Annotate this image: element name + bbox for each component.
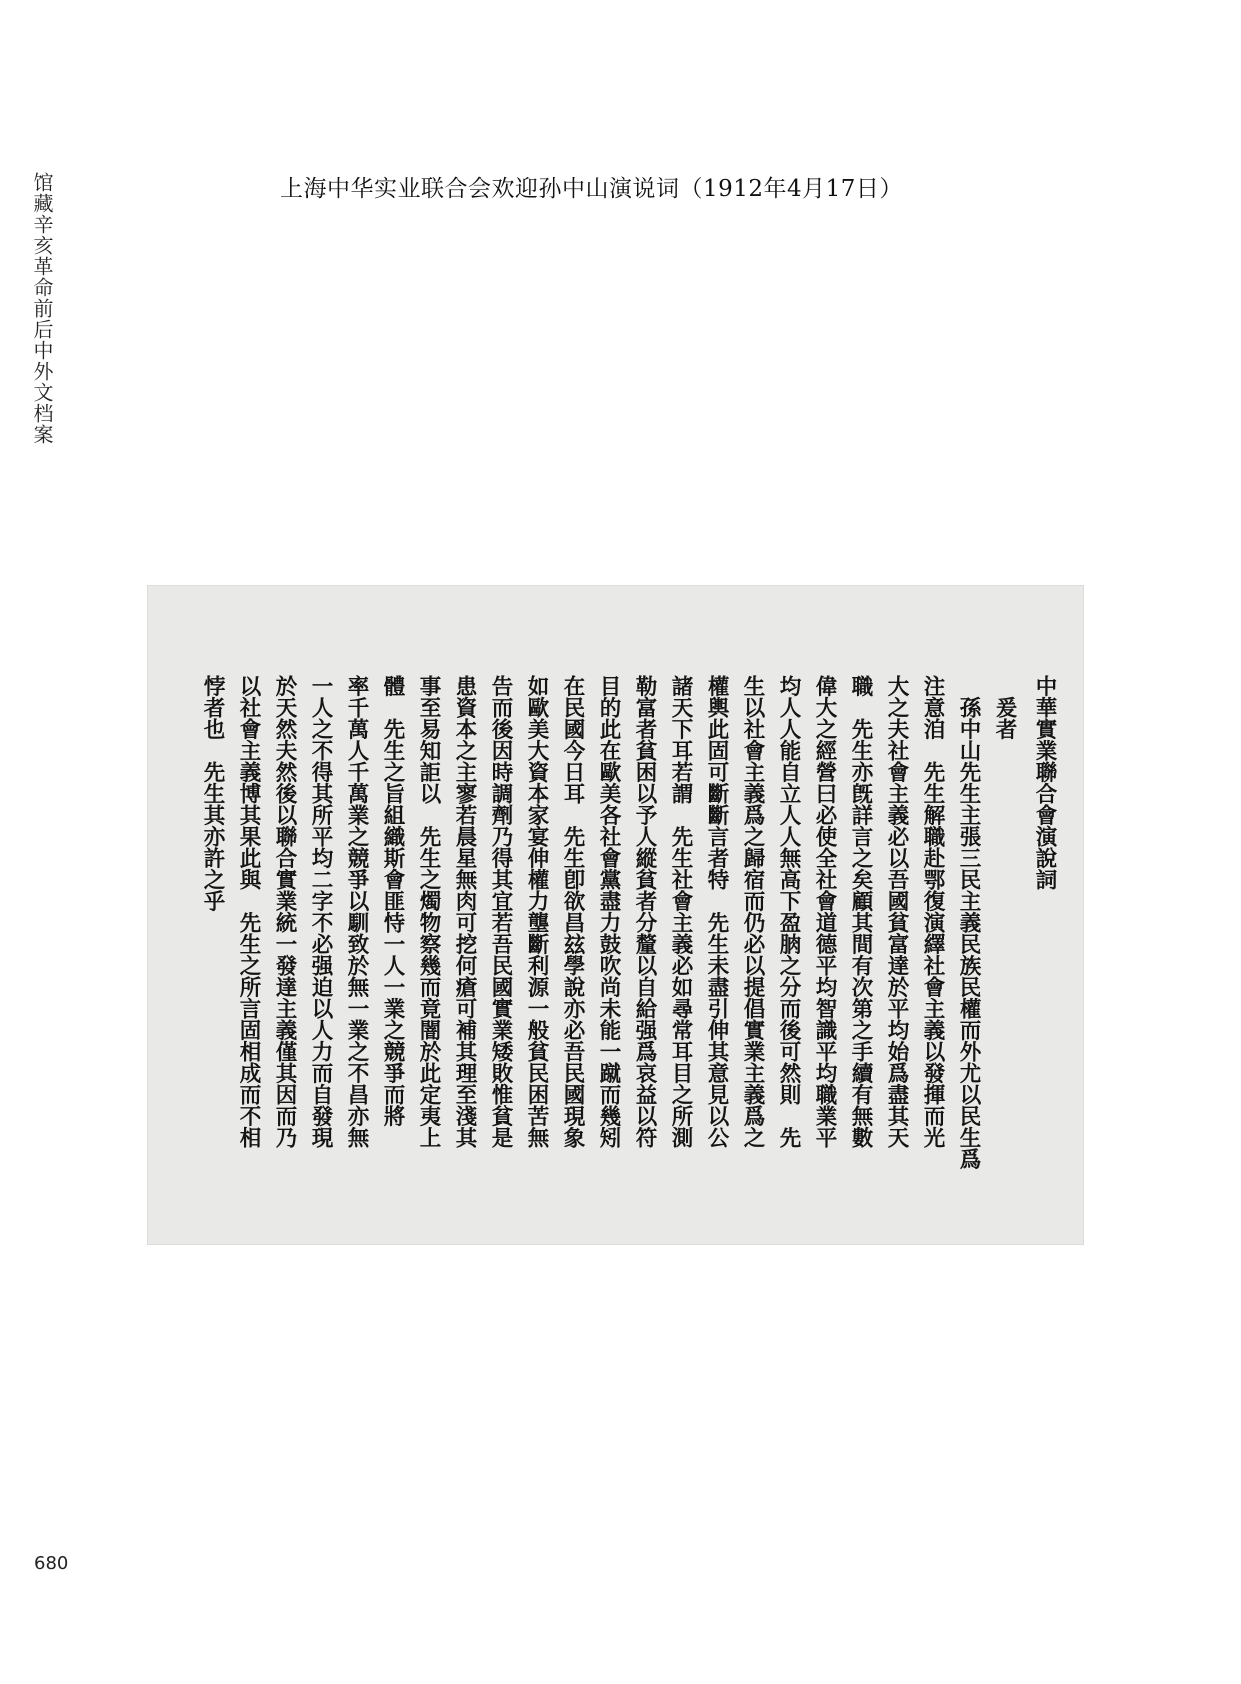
- document-column: 率千萬人千萬業之競爭以馴致於無一業之不昌亦無: [344, 675, 369, 1148]
- document-column: 目的此在歐美各社會黨盡力鼓吹尚未能一蹴而幾矧: [596, 675, 621, 1148]
- document-column: 事至易知詎以 先生之燭物察幾而竟闇於此定夷上: [416, 675, 441, 1148]
- document-heading: 中華實業聯合會演說詞: [1032, 675, 1057, 890]
- document-column: 大之夫社會主義必以吾國貧富達於平均始爲盡其天: [884, 675, 909, 1148]
- document-column: 諸天下耳若謂 先生社會主義必如尋常耳目之所測: [668, 675, 693, 1148]
- document-column: 權輿此固可斷斷言者特 先生未盡引伸其意見以公: [704, 675, 729, 1148]
- document-column: 職 先生亦旣詳言之矣顧其間有次第之手續有無數: [848, 675, 873, 1148]
- document-photo: [147, 585, 1084, 1245]
- document-column: 孫中山先生主張三民主義民族民權而外尤以民生爲: [956, 675, 981, 1170]
- document-column: 於天然夫然後以聯合實業統一發達主義僅其因而乃: [272, 675, 297, 1148]
- document-column: 注意洎 先生解職赴鄂復演繹社會主義以發揮而光: [920, 675, 945, 1148]
- document-column: 體 先生之旨組織斯會匪恃一人一業之競爭而將: [380, 675, 405, 1127]
- document-column: 爰者: [992, 675, 1017, 740]
- document-column: 在民國今日耳 先生卽欲昌玆學說亦必吾民國現象: [560, 675, 585, 1148]
- page-number: 680: [34, 1553, 69, 1574]
- document-column: 患資本之主寥若晨星無肉可挖何瘡可補其理至淺其: [452, 675, 477, 1148]
- page-title: 上海中华实业联合会欢迎孙中山演说词（1912年4月17日）: [280, 176, 903, 202]
- document-column: 勒富者貧困以予人縱貧者分釐以自給强爲哀益以符: [632, 675, 657, 1148]
- document-column: 以社會主義博其果此與 先生之所言固相成而不相: [236, 675, 261, 1148]
- book-series-label: 馆藏辛亥革命前后中外文档案: [30, 172, 54, 445]
- document-column: 悖者也 先生其亦許之乎: [200, 675, 225, 912]
- document-column: 告而後因時調劑乃得其宜若吾民國實業矮敗惟貧是: [488, 675, 513, 1148]
- document-column: 一人之不得其所平均二字不必强迫以人力而自發現: [308, 675, 333, 1148]
- document-column: 偉大之經營曰必使全社會道德平均智識平均職業平: [812, 675, 837, 1148]
- document-column: 生以社會主義爲之歸宿而仍必以提倡實業主義爲之: [740, 675, 765, 1148]
- document-column: 均人人能自立人人無高下盈朒之分而後可然則 先: [776, 675, 801, 1148]
- document-text-columns: [199, 675, 1058, 1195]
- document-column: 如歐美大資本家宴伸權力壟斷利源一般貧民困苦無: [524, 675, 549, 1148]
